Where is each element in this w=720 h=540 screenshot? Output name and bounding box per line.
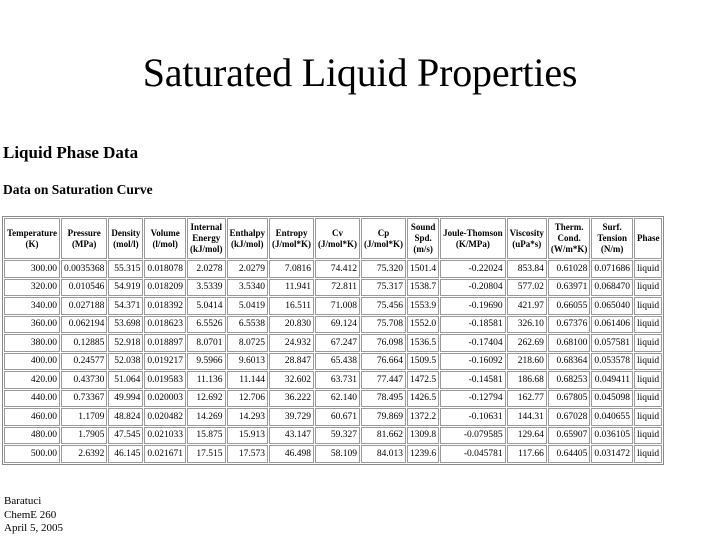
table-cell: liquid <box>634 371 663 389</box>
column-header-line: Surf. <box>602 222 622 232</box>
column-header <box>315 218 360 259</box>
table-cell: 0.67805 <box>548 390 591 408</box>
table-cell: 500.00 <box>4 445 60 463</box>
table-cell: 0.65907 <box>548 427 591 445</box>
table-cell: 43.147 <box>269 427 314 445</box>
table-row <box>4 408 662 426</box>
table-cell: 0.12885 <box>61 334 107 352</box>
table-cell: -0.12794 <box>440 390 506 408</box>
column-header-line: Entropy <box>275 227 308 238</box>
table-cell: 8.0701 <box>187 334 226 352</box>
table-cell: -0.16092 <box>440 353 506 371</box>
table-cell: 360.00 <box>4 316 60 334</box>
table-cell: 6.5538 <box>227 316 269 334</box>
column-header <box>548 218 591 259</box>
table-cell: 63.731 <box>315 371 360 389</box>
table-cell: 16.511 <box>269 297 314 315</box>
column-header-line: Enthalpy <box>229 227 266 238</box>
table-cell: 1.7905 <box>61 427 107 445</box>
column-header-line: (l/mol) <box>152 238 178 249</box>
table-cell: 1.1709 <box>61 408 107 426</box>
table-cell: liquid <box>634 260 663 278</box>
footer-course: ChemE 260 <box>4 508 57 521</box>
column-header-line: (m/s) <box>413 244 433 254</box>
table-cell: 326.10 <box>507 316 547 334</box>
table-cell: 72.811 <box>315 279 360 297</box>
table-cell: 460.00 <box>4 408 60 426</box>
table-cell: 54.919 <box>108 279 143 297</box>
table-row <box>4 390 662 408</box>
column-header-line: Tension <box>597 233 627 243</box>
column-header-line: Viscosity <box>509 227 544 238</box>
column-header-line: (kJ/mol) <box>231 238 264 249</box>
table-cell: 46.145 <box>108 445 143 463</box>
saturation-data-table <box>2 216 664 465</box>
column-header-line: (W/m*K) <box>550 244 588 254</box>
column-header-line: (uPa*s) <box>512 238 542 249</box>
table-cell: 0.73367 <box>61 390 107 408</box>
table-cell: 14.269 <box>187 408 226 426</box>
table-cell: 0.66055 <box>548 297 591 315</box>
table-cell: 0.63971 <box>548 279 591 297</box>
table-cell: 51.064 <box>108 371 143 389</box>
table-cell: 440.00 <box>4 390 60 408</box>
table-cell: 0.045098 <box>591 390 633 408</box>
table-cell: 1472.5 <box>407 371 439 389</box>
column-header-line: (J/mol*K) <box>272 238 312 249</box>
table-header-row <box>4 218 662 259</box>
table-cell: 7.0816 <box>269 260 314 278</box>
table-cell: 8.0725 <box>227 334 269 352</box>
table-cell: 36.222 <box>269 390 314 408</box>
column-header-line: Phase <box>636 233 660 243</box>
table-cell: 17.515 <box>187 445 226 463</box>
column-header-line: Volume <box>150 227 180 238</box>
table-cell: 28.847 <box>269 353 314 371</box>
table-cell: 24.932 <box>269 334 314 352</box>
table-cell: 75.708 <box>361 316 406 334</box>
column-header <box>440 218 506 259</box>
table-cell: 0.61028 <box>548 260 591 278</box>
table-cell: liquid <box>634 408 663 426</box>
table-cell: 76.664 <box>361 353 406 371</box>
table-cell: 12.692 <box>187 390 226 408</box>
table-cell: liquid <box>634 316 663 334</box>
table-cell: 144.31 <box>507 408 547 426</box>
table-cell: 2.0278 <box>187 260 226 278</box>
table-cell: 0.027188 <box>61 297 107 315</box>
column-header <box>4 218 60 259</box>
column-header-line: Therm. <box>554 222 584 232</box>
column-header-line: (K) <box>25 238 39 249</box>
table-body <box>4 260 662 463</box>
table-cell: 65.438 <box>315 353 360 371</box>
table-cell: 49.994 <box>108 390 143 408</box>
table-cell: 1552.0 <box>407 316 439 334</box>
column-header <box>187 218 226 259</box>
table-cell: liquid <box>634 353 663 371</box>
table-cell: 39.729 <box>269 408 314 426</box>
table-cell: 0.053578 <box>591 353 633 371</box>
table-cell: 11.144 <box>227 371 269 389</box>
table-cell: 79.869 <box>361 408 406 426</box>
table-cell: 0.018078 <box>144 260 186 278</box>
column-header-line: Density <box>111 227 141 238</box>
table-cell: 1501.4 <box>407 260 439 278</box>
table-row <box>4 279 662 297</box>
table-cell: 400.00 <box>4 353 60 371</box>
table-cell: liquid <box>634 334 663 352</box>
table-cell: -0.18581 <box>440 316 506 334</box>
column-header-line: Internal <box>190 222 222 232</box>
column-header-line: (J/mol*K) <box>364 238 404 249</box>
table-cell: 60.671 <box>315 408 360 426</box>
table-cell: 0.0035368 <box>61 260 107 278</box>
table-cell: 55.315 <box>108 260 143 278</box>
table-cell: 2.0279 <box>227 260 269 278</box>
table-cell: -0.22024 <box>440 260 506 278</box>
table-cell: 1538.7 <box>407 279 439 297</box>
column-header-line: (N/m) <box>600 244 624 254</box>
column-header <box>144 218 186 259</box>
table-cell: 218.60 <box>507 353 547 371</box>
table-cell: 0.065040 <box>591 297 633 315</box>
table-cell: 53.698 <box>108 316 143 334</box>
table-cell: 1426.5 <box>407 390 439 408</box>
table-cell: 1553.9 <box>407 297 439 315</box>
table-cell: 11.941 <box>269 279 314 297</box>
table-cell: 117.66 <box>507 445 547 463</box>
table-cell: 62.140 <box>315 390 360 408</box>
table-cell: -0.20804 <box>440 279 506 297</box>
table-cell: 0.021033 <box>144 427 186 445</box>
column-header-line: Cv <box>332 227 344 238</box>
column-header <box>591 218 633 259</box>
table-cell: 3.5340 <box>227 279 269 297</box>
table-cell: 0.057581 <box>591 334 633 352</box>
column-header-line: Sound <box>410 222 436 232</box>
table-cell: 0.040655 <box>591 408 633 426</box>
table-cell: -0.19690 <box>440 297 506 315</box>
table-cell: 0.061406 <box>591 316 633 334</box>
table-cell: liquid <box>634 297 663 315</box>
table-cell: 0.24577 <box>61 353 107 371</box>
table-cell: 1309.8 <box>407 427 439 445</box>
column-header-line: Energy <box>192 233 221 243</box>
table-row <box>4 353 662 371</box>
column-header-line: Cp <box>377 227 390 238</box>
table-cell: 0.68253 <box>548 371 591 389</box>
subheading: Data on Saturation Curve <box>3 182 153 197</box>
table-cell: 14.293 <box>227 408 269 426</box>
column-header-line: Spd. <box>414 233 432 243</box>
table-cell: 78.495 <box>361 390 406 408</box>
table-cell: 59.327 <box>315 427 360 445</box>
table-cell: 340.00 <box>4 297 60 315</box>
table-cell: 69.124 <box>315 316 360 334</box>
footer-author: Baratuci <box>4 495 42 507</box>
table-cell: 0.020482 <box>144 408 186 426</box>
table-cell: 1239.6 <box>407 445 439 463</box>
table-cell: 1509.5 <box>407 353 439 371</box>
table-row <box>4 445 662 463</box>
column-header <box>507 218 547 259</box>
table-cell: 0.010546 <box>61 279 107 297</box>
table-cell: 17.573 <box>227 445 269 463</box>
table-cell: 47.545 <box>108 427 143 445</box>
column-header-line: (kJ/mol) <box>190 244 223 254</box>
column-header <box>61 218 107 259</box>
column-header-line: Joule-Thomson <box>443 227 503 238</box>
table-cell: 46.498 <box>269 445 314 463</box>
table-row <box>4 334 662 352</box>
table-cell: 2.6392 <box>61 445 107 463</box>
column-header <box>407 218 439 259</box>
table-cell: 853.84 <box>507 260 547 278</box>
table-cell: 0.031472 <box>591 445 633 463</box>
table-cell: 67.247 <box>315 334 360 352</box>
column-header <box>269 218 314 259</box>
table-cell: 52.038 <box>108 353 143 371</box>
table-cell: 421.97 <box>507 297 547 315</box>
table-cell: 5.0414 <box>187 297 226 315</box>
table-cell: 0.018623 <box>144 316 186 334</box>
table-cell: 71.008 <box>315 297 360 315</box>
table-cell: liquid <box>634 390 663 408</box>
table-cell: liquid <box>634 445 663 463</box>
table-cell: 0.018392 <box>144 297 186 315</box>
table-cell: 0.67028 <box>548 408 591 426</box>
table-cell: 577.02 <box>507 279 547 297</box>
column-header-line: Cond. <box>557 233 581 243</box>
table-cell: -0.045781 <box>440 445 506 463</box>
table-row <box>4 316 662 334</box>
table-cell: 77.447 <box>361 371 406 389</box>
table-cell: 186.68 <box>507 371 547 389</box>
table-cell: 74.412 <box>315 260 360 278</box>
table-cell: 0.019217 <box>144 353 186 371</box>
table-cell: 0.068470 <box>591 279 633 297</box>
column-header-line: (mol/l) <box>113 238 139 249</box>
footer-info <box>4 495 63 536</box>
table-cell: 480.00 <box>4 427 60 445</box>
table-cell: 380.00 <box>4 334 60 352</box>
table-cell: -0.17404 <box>440 334 506 352</box>
table-cell: 75.320 <box>361 260 406 278</box>
table-cell: 6.5526 <box>187 316 226 334</box>
table-cell: 0.036105 <box>591 427 633 445</box>
table-cell: 0.43730 <box>61 371 107 389</box>
table-cell: 0.018209 <box>144 279 186 297</box>
table-cell: 129.64 <box>507 427 547 445</box>
table-cell: 81.662 <box>361 427 406 445</box>
table-cell: 0.64405 <box>548 445 591 463</box>
table-cell: 0.018897 <box>144 334 186 352</box>
table-cell: 54.371 <box>108 297 143 315</box>
table-cell: -0.10631 <box>440 408 506 426</box>
table-cell: 32.602 <box>269 371 314 389</box>
table-cell: 0.021671 <box>144 445 186 463</box>
table-cell: 15.913 <box>227 427 269 445</box>
table-cell: -0.079585 <box>440 427 506 445</box>
column-header-line: (K/MPa) <box>455 238 490 249</box>
column-header-line: (J/mol*K) <box>318 238 358 249</box>
table-cell: 0.071686 <box>591 260 633 278</box>
table-cell: 5.0419 <box>227 297 269 315</box>
table-cell: 0.67376 <box>548 316 591 334</box>
column-header-line: Pressure <box>67 227 101 238</box>
table-cell: 75.456 <box>361 297 406 315</box>
table-cell: 12.706 <box>227 390 269 408</box>
table-container <box>2 216 664 465</box>
table-cell: 300.00 <box>4 260 60 278</box>
table-cell: 262.69 <box>507 334 547 352</box>
footer-date: April 5, 2005 <box>4 522 63 534</box>
table-cell: -0.14581 <box>440 371 506 389</box>
table-cell: 0.019583 <box>144 371 186 389</box>
table-cell: 76.098 <box>361 334 406 352</box>
table-cell: 0.020003 <box>144 390 186 408</box>
table-cell: 0.049411 <box>591 371 633 389</box>
table-cell: 3.5339 <box>187 279 226 297</box>
table-cell: 9.6013 <box>227 353 269 371</box>
table-cell: 0.68100 <box>548 334 591 352</box>
table-cell: 0.062194 <box>61 316 107 334</box>
table-cell: 320.00 <box>4 279 60 297</box>
table-cell: 11.136 <box>187 371 226 389</box>
table-cell: 9.5966 <box>187 353 226 371</box>
table-cell: 20.830 <box>269 316 314 334</box>
section-heading: Liquid Phase Data <box>3 143 139 162</box>
table-cell: 420.00 <box>4 371 60 389</box>
column-header-line: Temperature <box>7 227 57 238</box>
table-cell: 48.824 <box>108 408 143 426</box>
table-cell: 1536.5 <box>407 334 439 352</box>
table-cell: 75.317 <box>361 279 406 297</box>
column-header <box>361 218 406 259</box>
table-cell: 162.77 <box>507 390 547 408</box>
slide-title: Saturated Liquid Properties <box>142 50 578 95</box>
table-cell: liquid <box>634 279 663 297</box>
table-cell: 0.68364 <box>548 353 591 371</box>
column-header <box>227 218 269 259</box>
column-header <box>108 218 143 259</box>
table-cell: 52.918 <box>108 334 143 352</box>
table-cell: 58.109 <box>315 445 360 463</box>
table-cell: liquid <box>634 427 663 445</box>
table-row <box>4 371 662 389</box>
table-cell: 1372.2 <box>407 408 439 426</box>
column-header-line: (MPa) <box>71 238 97 249</box>
table-row <box>4 260 662 278</box>
table-row <box>4 427 662 445</box>
table-cell: 84.013 <box>361 445 406 463</box>
column-header <box>634 218 663 259</box>
table-cell: 15.875 <box>187 427 226 445</box>
table-row <box>4 297 662 315</box>
